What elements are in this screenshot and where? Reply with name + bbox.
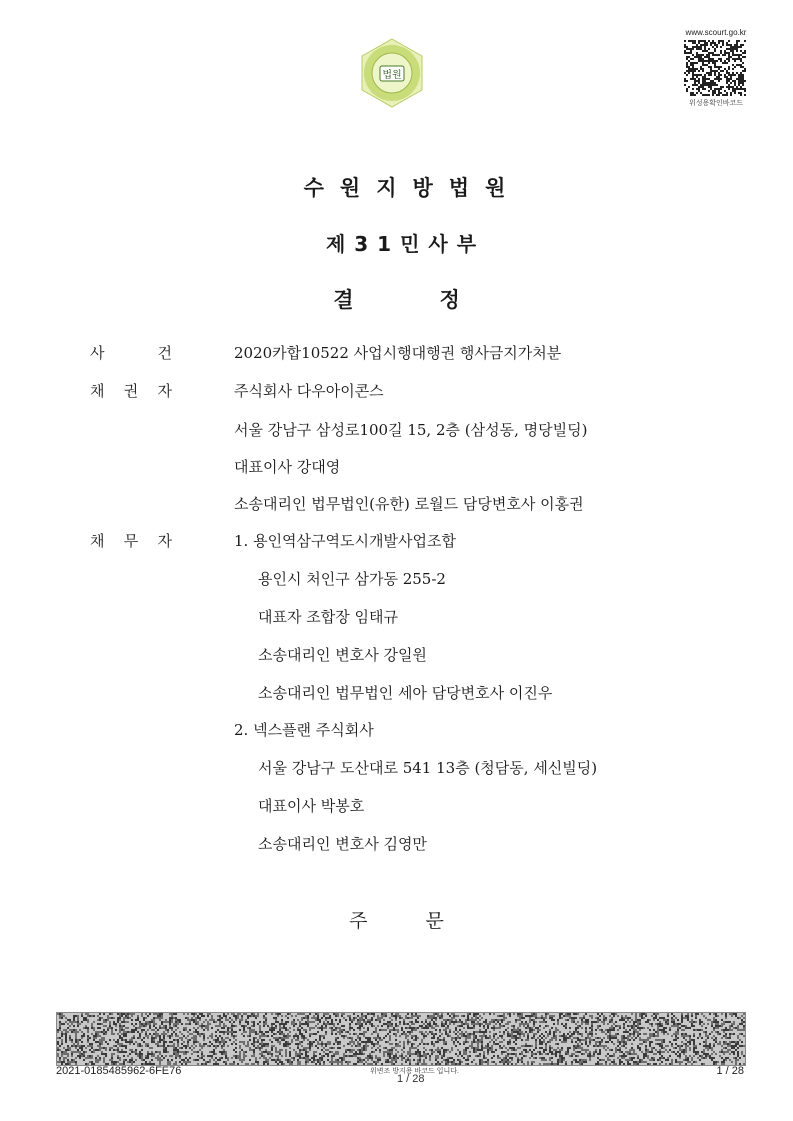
- order-title-char-1: 주: [349, 910, 368, 932]
- debtor-1-line: 용인시 처인구 삼가동 255-2: [258, 570, 446, 588]
- qr-caption: 위성용확인바코드: [688, 100, 744, 107]
- debtor-2-line: 서울 강남구 도산대로 541 13층 (청담동, 세신빌딩): [258, 759, 598, 777]
- barcode-note: 위변조 방지용 바코드 입니다.: [370, 1068, 459, 1075]
- document-type: [0, 284, 793, 314]
- debtor-2-line: 소송대리인 변호사 김영만: [258, 835, 427, 853]
- case-label-char: 사: [90, 344, 105, 362]
- qr-code-icon: [684, 40, 746, 96]
- creditor-label-char: 자: [157, 382, 172, 400]
- debtor-1-title: 1. 용인역삼구역도시개발사업조합: [234, 532, 456, 550]
- debtor-1-line: 소송대리인 법무법인 세아 담당변호사 이진우: [258, 684, 553, 702]
- page-indicator-right: 1 / 28: [716, 1065, 744, 1077]
- page-indicator-center: 1 / 28: [397, 1073, 425, 1085]
- debtor-1-line: 소송대리인 변호사 강일원: [258, 646, 427, 664]
- case-label: [90, 342, 172, 363]
- creditor-line: 서울 강남구 삼성로100길 15, 2층 (삼성동, 명당빌딩): [234, 421, 588, 439]
- order-title-char-2: 문: [425, 910, 444, 932]
- creditor-line: 대표이사 강대영: [234, 458, 341, 476]
- creditor-label-char: 권: [123, 382, 139, 400]
- debtor-label-char: 자: [157, 532, 172, 550]
- division-name: 제31민사부: [325, 232, 486, 256]
- creditor-line: 주식회사 다우아이콘스: [234, 382, 384, 400]
- doc-type-char-1: 결: [333, 288, 354, 312]
- anti-forgery-barcode: [56, 1012, 746, 1066]
- debtor-2-title: 2. 넥스플랜 주식회사: [234, 721, 374, 739]
- doc-type-char-2: 정: [439, 288, 460, 312]
- creditor-line: 소송대리인 법무법인(유한) 로월드 담당변호사 이홍권: [234, 495, 584, 513]
- creditor-label: [90, 380, 172, 401]
- debtor-1-line: 대표자 조합장 임태규: [258, 608, 398, 626]
- court-name: 수원지방법원: [303, 176, 522, 200]
- debtor-label-char: 무: [123, 532, 139, 550]
- debtor-2-line: 대표이사 박봉호: [258, 797, 365, 815]
- case-label-char: 건: [157, 344, 172, 362]
- court-emblem: [355, 36, 429, 110]
- case-value: 2020카합10522 사업시행대행권 행사금지가처분: [234, 344, 562, 362]
- debtor-label: [90, 530, 172, 551]
- document-number: 2021-0185485962-6FE76: [56, 1065, 182, 1077]
- debtor-label-char: 채: [90, 532, 105, 550]
- order-title: [0, 906, 793, 933]
- creditor-label-char: 채: [90, 382, 105, 400]
- emblem-text: 법원: [382, 70, 402, 81]
- qr-url: www.scourt.go.kr: [685, 28, 747, 37]
